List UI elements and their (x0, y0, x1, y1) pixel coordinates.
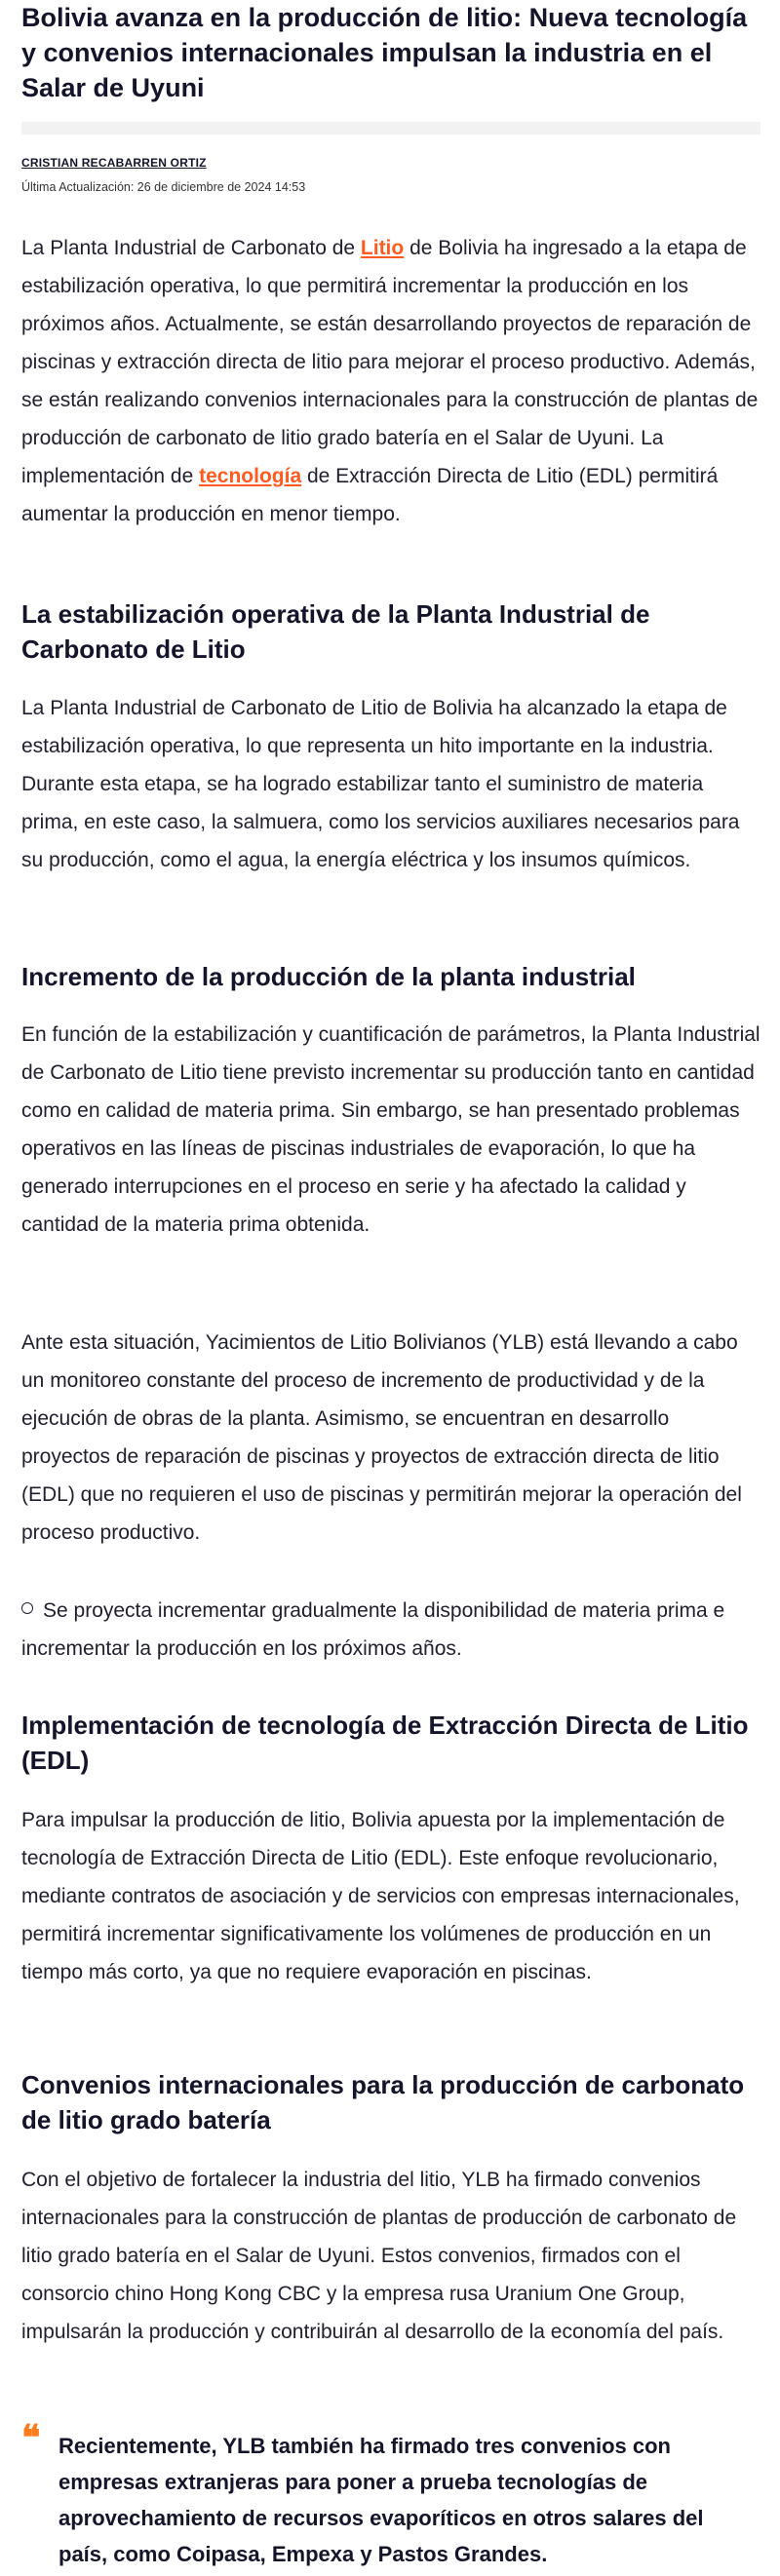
section-paragraph-incremento-1: En función de la estabilización y cuantificación de parámetros, la Planta Industrial de Carbonato de Litio tiene previsto incrementar su producción tanto en cantidad como en calidad de materia prima. Sin embargo, se han presentado problemas operativos en las líneas de piscinas industriales de evaporación, lo que ha generado interrupciones en el proceso en serie y ha afectado la calidad y cantidad de la materia prima obtenida. (21, 1023, 760, 1236)
last-updated: Última Actualización: 26 de diciembre de 2024 14:53 (21, 180, 306, 194)
quote-icon: ❝ (21, 2417, 41, 2458)
intro-paragraph (21, 229, 762, 533)
intro-text-1: La Planta Industrial de Carbonato de (21, 237, 361, 259)
section-paragraph-convenios: Con el objetivo de fortalecer la industria del litio, YLB ha firmado convenios internacionales para la construcción de plantas de producción de carbonato de litio grado batería en el Salar de Uyuni. Estos convenios, firmados con el consorcio chino Hong Kong CBC y la empresa rusa Uranium One Group, impulsarán la producción y contribuirán al desarrollo de la economía del país. (21, 2169, 737, 2343)
section-heading-convenios: Convenios internacionales para la producción de carbonato de litio grado batería (21, 2070, 745, 2134)
blockquote: Recientemente, YLB también ha firmado tres convenios con empresas extranjeras para poner a prueba tecnologías de aprovechamiento de recursos evaporíticos en otros salares del país, como Coipasa, Empexa y Pastos Grandes. (58, 2434, 704, 2566)
circle-bullet-icon (21, 1602, 33, 1614)
section-heading-estabilizacion: La estabilización operativa de la Planta Industrial de Carbonato de Litio (21, 599, 650, 664)
author-link[interactable]: CRISTIAN RECABARREN ORTIZ (21, 156, 207, 170)
title-divider (21, 122, 760, 135)
litio-link[interactable]: Litio (360, 237, 405, 259)
tecnologia-link[interactable]: tecnología (199, 465, 302, 487)
intro-text-2: de Bolivia ha ingresado a la etapa de estabilización operativa, lo que permitirá incrementar la producción en los próximos años. Actualmente, se están desarrollando proyectos de reparación de piscinas y extracción directa de litio para mejorar el proceso productivo. Además, se están realizando convenios internacionales para la construcción de plantas de producción de carbonato de litio grado batería en el Salar de Uyuni. La implementación de (21, 237, 759, 487)
section-paragraph-incremento-2: Ante esta situación, Yacimientos de Litio Bolivianos (YLB) está llevando a cabo un monitoreo constante del proceso de incremento de productividad y de la ejecución de obras de la planta. Asimismo, se encuentran en desarrollo proyectos de reparación de piscinas y proyectos de extracción directa de litio (EDL) que no requieren el uso de piscinas y permitirán mejorar la operación del proceso productivo. (21, 1331, 742, 1544)
section-heading-edl: Implementación de tecnología de Extracción Directa de Litio (EDL) (21, 1711, 749, 1775)
bullet-item (21, 1592, 762, 1668)
section-paragraph-estabilizacion: La Planta Industrial de Carbonato de Litio de Bolivia ha alcanzado la etapa de estabilización operativa, lo que representa un hito importante en la industria. Durante esta etapa, se ha logrado estabilizar tanto el suministro de materia prima, en este caso, la salmuera, como los servicios auxiliares necesarios para su producción, como el agua, la energía eléctrica y los insumos químicos. (21, 697, 740, 871)
intro-text-3: de Extracción Directa de Litio (EDL) permitirá aumentar la producción en menor tiempo. (21, 465, 719, 525)
section-heading-incremento: Incremento de la producción de la planta industrial (21, 962, 636, 991)
article-title: Bolivia avanza en la producción de litio: Nueva tecnología y convenios internacionales impulsan la industria en el Salar de Uyuni (21, 3, 748, 102)
bullet-text: Se proyecta incrementar gradualmente la disponibilidad de materia prima e incrementar la producción en los próximos años. (21, 1599, 725, 1660)
section-paragraph-edl: Para impulsar la producción de litio, Bolivia apuesta por la implementación de tecnología de Extracción Directa de Litio (EDL). Este enfoque revolucionario, mediante contratos de asociación y de servicios con empresas internacionales, permitirá incrementar significativamente los volúmenes de producción en un tiempo más corto, ya que no requiere evaporación en piscinas. (21, 1809, 740, 1983)
